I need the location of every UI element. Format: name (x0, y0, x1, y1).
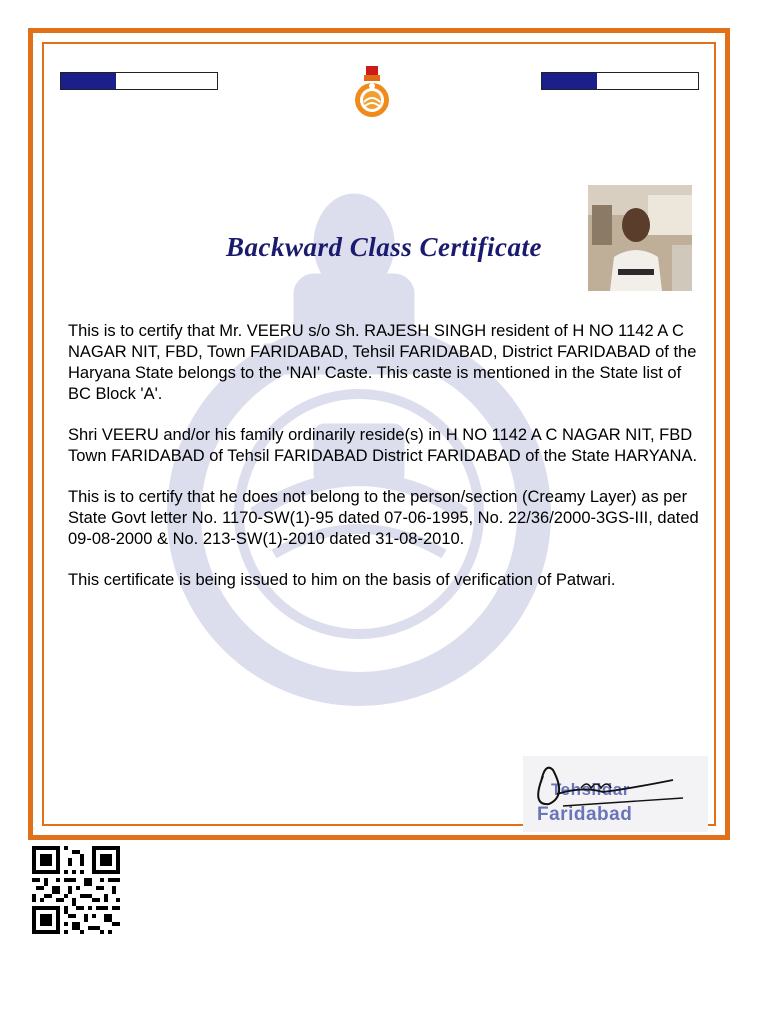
applicant-photo (588, 185, 692, 291)
qr-code-icon (32, 846, 120, 934)
paragraph-2: Shri VEERU and/or his family ordinarily reside(s) in H NO 1142 A C NAGAR NIT, FBD Town FARIDABAD of Tehsil FARIDABAD District FARIDABAD of the State HARYANA. (68, 426, 698, 465)
certificate-body (68, 321, 708, 611)
certificate-outer-border (28, 28, 730, 840)
tehsildar-signature-stamp (523, 756, 708, 832)
stamp-line-1: Tehsildar (551, 780, 630, 799)
certificate-inner-border (42, 42, 716, 826)
paragraph-1: This is to certify that Mr. VEERU s/o Sh. RAJESH SINGH resident of H NO 1142 A C NAGAR NIT, FBD, Town FARIDABAD, Tehsil FARIDABAD, District FARIDABAD of the Haryana State belongs to the 'NAI' Caste. This caste is mentioned in the State list of BC Block 'A'. (68, 322, 697, 403)
certificate-title: Backward Class Certificate (226, 232, 542, 262)
haryana-emblem-icon (350, 64, 394, 120)
id-box-right (541, 72, 699, 90)
paragraph-3: This is to certify that he does not belong to the person/section (Creamy Layer) as per State Govt letter No. 1170-SW(1)-95 dated 07-06-1995, No. 22/36/2000-3GS-III, dated 09-08-2000 & No. 213-SW(1)-2010 dated 31-08-2010. (68, 488, 699, 548)
signature-scribble-icon (523, 756, 708, 832)
stamp-line-2: Faridabad (537, 804, 633, 825)
paragraph-4: This certificate is being issued to him on the basis of verification of Patwari. (68, 571, 616, 589)
id-box-left (60, 72, 218, 90)
